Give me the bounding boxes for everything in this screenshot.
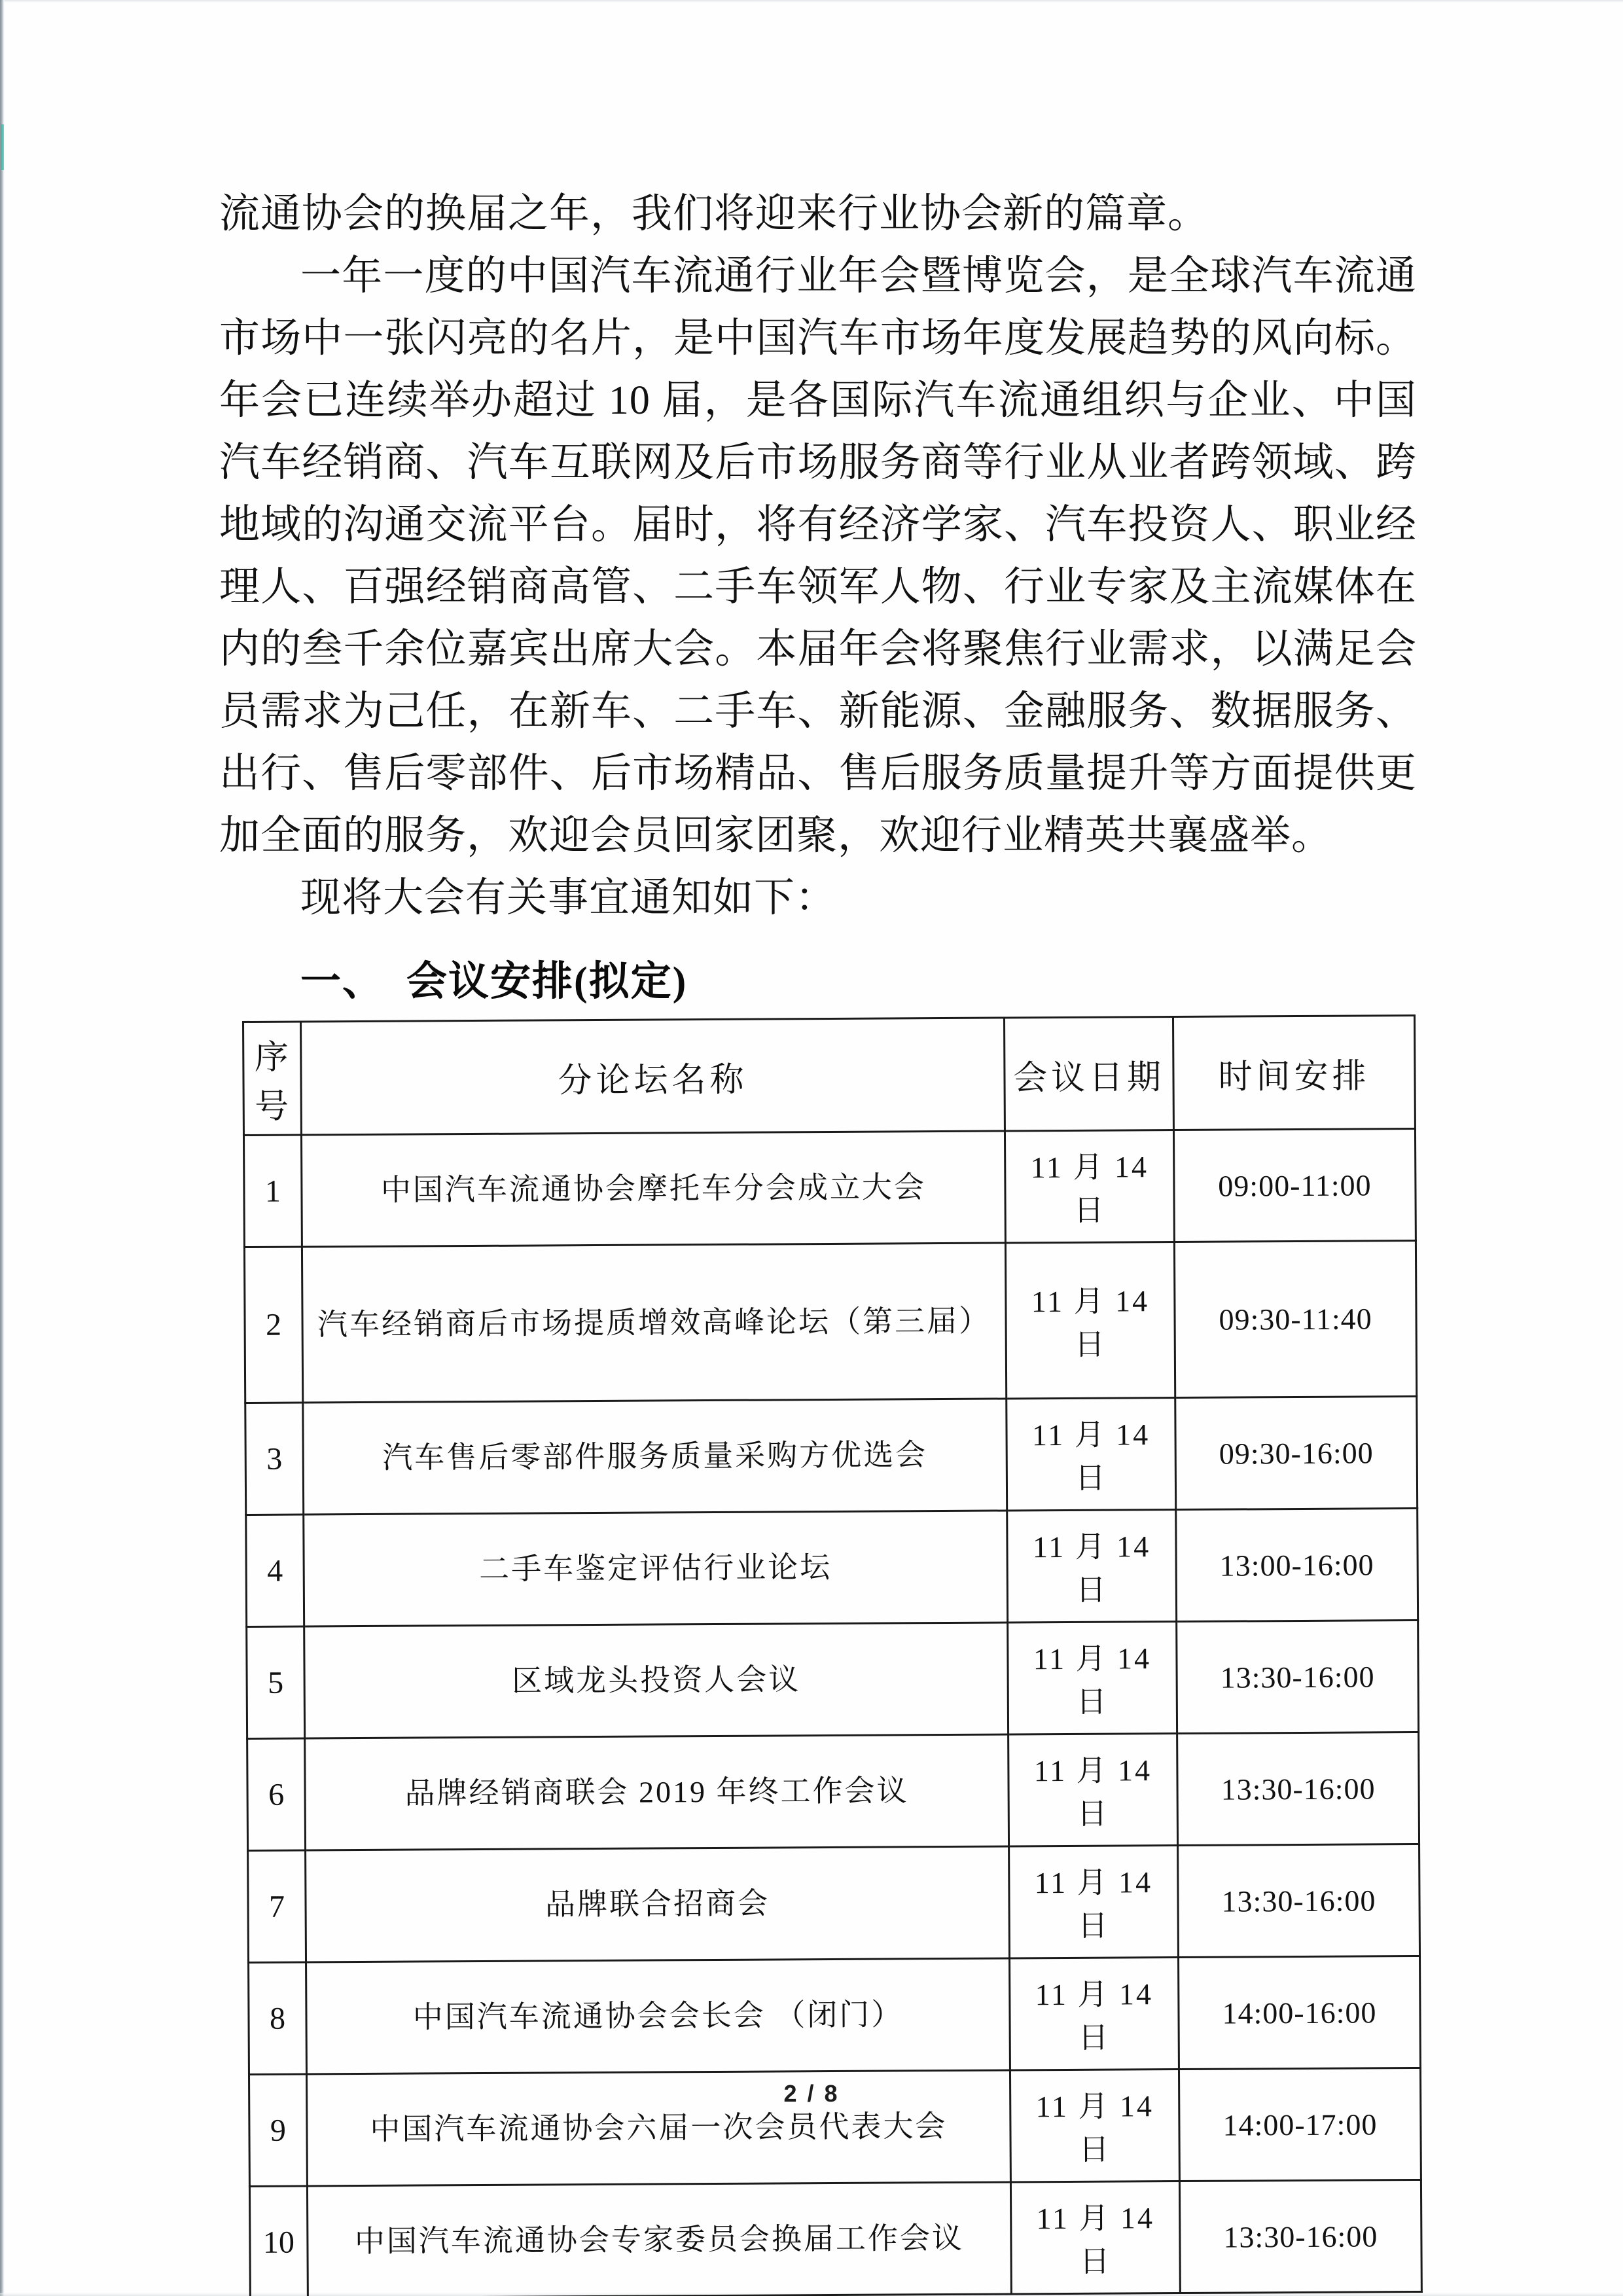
- cell-date: 11 月 14 日: [1008, 1622, 1177, 1734]
- cell-name: 汽车经销商后市场提质增效高峰论坛（第三届）: [302, 1243, 1006, 1403]
- cell-name: 中国汽车流通协会六届一次会员代表大会: [306, 2070, 1010, 2186]
- cell-no: 9: [249, 2074, 307, 2186]
- cell-no: 2: [244, 1247, 302, 1403]
- cell-time: 09:30-16:00: [1175, 1396, 1418, 1509]
- cell-name: 汽车售后零部件服务质量采购方优选会: [303, 1399, 1007, 1515]
- section-number: 一、: [300, 960, 385, 1004]
- cell-time: 13:30-16:00: [1178, 1844, 1420, 1957]
- column-header-forum-name: 分论坛名称: [301, 1018, 1005, 1135]
- document-body: [219, 183, 1417, 2296]
- table-row: [249, 2179, 1421, 2296]
- cell-date: 11 月 14 日: [1010, 2070, 1179, 2182]
- scan-edge-top: [0, 0, 1623, 3]
- cell-date: 11 月 14 日: [1010, 1958, 1179, 2070]
- table-row: [248, 1844, 1420, 1962]
- table-row: [246, 1508, 1418, 1626]
- cell-name: 品牌经销商联会 2019 年终工作会议: [305, 1734, 1009, 1850]
- cell-time: 13:30-16:00: [1177, 1732, 1419, 1845]
- cell-no: 8: [249, 1962, 307, 2074]
- paragraph-notice-intro: 现将大会有关事宜通知如下：: [300, 876, 837, 920]
- table-row: [243, 1128, 1416, 1247]
- cell-name: 中国汽车流通协会会长会 （闭门）: [306, 1958, 1010, 2074]
- scan-artifact-teal: [1, 124, 4, 170]
- cell-no: 10: [249, 2186, 308, 2296]
- cell-date: 11 月 14 日: [1009, 1846, 1179, 1958]
- cell-no: 4: [246, 1515, 304, 1626]
- schedule-table-head: [243, 1015, 1416, 1135]
- table-header-row: [243, 1015, 1416, 1135]
- scan-edge-left: [0, 0, 5, 2296]
- cell-date: 11 月 14 日: [1007, 1398, 1176, 1511]
- table-row: [244, 1240, 1416, 1403]
- cell-name: 品牌联合招商会: [306, 1846, 1010, 1962]
- cell-name: 二手车鉴定评估行业论坛: [304, 1511, 1008, 1626]
- paragraph-continued: 流通协会的换届之年，我们将迎来行业协会新的篇章。: [219, 192, 1209, 236]
- cell-time: 13:30-16:00: [1179, 2179, 1421, 2293]
- cell-name: 区域龙头投资人会议: [304, 1623, 1008, 1738]
- column-header-date: 会议日期: [1004, 1017, 1173, 1131]
- schedule-table-body: [243, 1128, 1421, 2296]
- cell-date: 11 月 14 日: [1005, 1130, 1174, 1243]
- cell-time: 14:00-17:00: [1179, 2068, 1421, 2181]
- page-number-footer: 2 / 8: [783, 2080, 840, 2107]
- table-row: [247, 1620, 1419, 1738]
- section-heading: [300, 952, 1417, 1012]
- table-row: [245, 1396, 1418, 1515]
- paragraph-annual-conference: 一年一度的中国汽车流通行业年会暨博览会，是全球汽车流通市场中一张闪亮的名片，是中国汽车市场年度发展趋势的风向标。年会已连续举办超过 10 届，是各国际汽车流通组织与企业、中国汽车经销商、汽车互联网及后市场服务商等行业从业者跨领域、跨地域的沟通交流平台。届时，将有经济学家、汽车投资人、职业经理人、百强经销商高管、二手车领军人物、行业专家及主流媒体在内的叁千余位嘉宾出席大会。本届年会将聚焦行业需求，以满足会员需求为己任，在新车、二手车、新能源、金融服务、数据服务、出行、售后零部件、后市场精品、售后服务质量提升等方面提供更加全面的服务，欢迎会员回家团聚，欢迎行业精英共襄盛举。: [219, 254, 1417, 858]
- section-title: 会议安排(拟定): [406, 960, 688, 1004]
- cell-time: 14:00-16:00: [1179, 1956, 1421, 2069]
- cell-date: 11 月 14 日: [1008, 1734, 1178, 1846]
- cell-no: 5: [247, 1626, 305, 1738]
- cell-time: 13:30-16:00: [1177, 1620, 1419, 1733]
- cell-no: 7: [248, 1850, 306, 1962]
- column-header-time: 时间安排: [1173, 1015, 1415, 1130]
- cell-date: 11 月 14 日: [1005, 1242, 1175, 1399]
- table-row: [247, 1732, 1419, 1850]
- cell-no: 6: [247, 1738, 306, 1850]
- cell-time: 09:30-11:40: [1174, 1240, 1416, 1397]
- cell-date: 11 月 14 日: [1010, 2181, 1180, 2294]
- table-row: [249, 1956, 1421, 2074]
- cell-name: 中国汽车流通协会摩托车分会成立大会: [301, 1131, 1005, 1247]
- cell-no: 3: [245, 1403, 304, 1515]
- cell-no: 1: [243, 1135, 302, 1247]
- cell-name: 中国汽车流通协会专家委员会换届工作会议: [307, 2182, 1011, 2296]
- cell-date: 11 月 14 日: [1007, 1510, 1177, 1623]
- cell-time: 09:00-11:00: [1173, 1128, 1416, 1242]
- column-header-no: 序号: [243, 1022, 302, 1135]
- cell-time: 13:00-16:00: [1176, 1508, 1418, 1621]
